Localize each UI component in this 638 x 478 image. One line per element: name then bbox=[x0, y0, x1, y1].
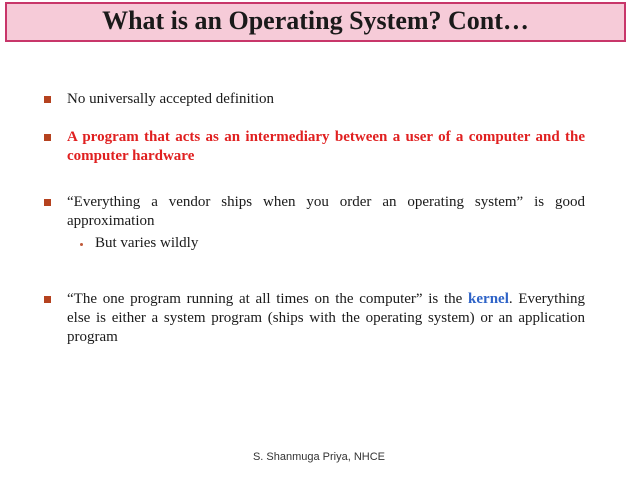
kernel-highlight: kernel bbox=[468, 291, 509, 307]
title-bar bbox=[5, 2, 626, 42]
bullet-text-3: “Everything a vendor ships when you order an operating system” is good approximation bbox=[67, 194, 585, 229]
bullet-text-4-start: “The one program running at all times on the computer” is the bbox=[67, 291, 469, 307]
footer-credit: S. Shanmuga Priya, NHCE bbox=[252, 451, 386, 463]
bullet-text-4-end: . Everything else is either a system program (ships with the operating system) or an application program bbox=[67, 291, 585, 345]
square-bullet-icon bbox=[40, 292, 54, 306]
slide-title: What is an Operating System? Cont… bbox=[102, 6, 529, 35]
bullet-text-1: No universally accepted definition bbox=[67, 91, 275, 107]
square-bullet-icon bbox=[40, 92, 54, 106]
square-bullet-icon bbox=[40, 195, 54, 209]
dot-bullet-icon bbox=[77, 240, 85, 248]
bullet-text-4 bbox=[67, 290, 585, 347]
bullet-text-2: A program that acts as an intermediary between a user of a computer and the computer hardware bbox=[67, 129, 585, 164]
square-bullet-icon bbox=[40, 130, 54, 144]
sub-bullet-text: But varies wildly bbox=[95, 235, 199, 251]
